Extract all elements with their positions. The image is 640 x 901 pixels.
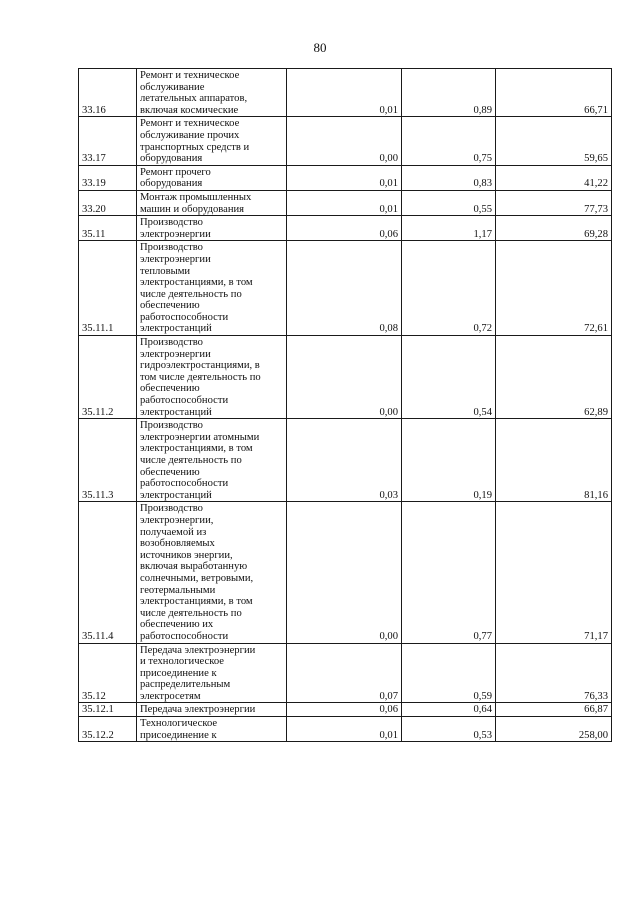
row-code: 33.16 — [79, 69, 137, 117]
row-name-text: Технологическое присоединение к — [140, 718, 218, 741]
row-value-1: 0,00 — [287, 336, 402, 419]
row-value-3: 62,89 — [496, 336, 612, 419]
data-table — [78, 68, 612, 742]
table-row — [79, 643, 612, 703]
row-value-3: 71,17 — [496, 502, 612, 643]
row-value-2: 0,77 — [402, 502, 496, 643]
row-value-2: 0,89 — [402, 69, 496, 117]
row-value-1: 0,00 — [287, 117, 402, 165]
row-name-text: Производство электроэнергии гидроэлектростанциями, в том числе деятельность по обеспечению работоспособности электростанций — [140, 337, 261, 418]
row-value-3: 66,87 — [496, 703, 612, 717]
row-value-1: 0,06 — [287, 703, 402, 717]
row-code: 35.11.1 — [79, 241, 137, 336]
row-name — [137, 419, 287, 502]
row-value-2: 0,54 — [402, 336, 496, 419]
row-value-2: 0,83 — [402, 165, 496, 190]
row-value-2: 0,64 — [402, 703, 496, 717]
row-value-3: 76,33 — [496, 643, 612, 703]
row-name — [137, 643, 287, 703]
row-value-1: 0,08 — [287, 241, 402, 336]
table-row — [79, 241, 612, 336]
row-value-2: 0,75 — [402, 117, 496, 165]
table-row — [79, 216, 612, 241]
row-value-3: 258,00 — [496, 717, 612, 742]
row-name — [137, 165, 287, 190]
table-row — [79, 69, 612, 117]
table-row — [79, 419, 612, 502]
table-row — [79, 165, 612, 190]
row-value-2: 0,53 — [402, 717, 496, 742]
row-value-1: 0,01 — [287, 165, 402, 190]
row-value-1: 0,01 — [287, 190, 402, 215]
row-name — [137, 717, 287, 742]
row-code: 35.11.4 — [79, 502, 137, 643]
row-value-1: 0,00 — [287, 502, 402, 643]
row-name — [137, 117, 287, 165]
row-code: 35.11 — [79, 216, 137, 241]
row-value-1: 0,07 — [287, 643, 402, 703]
row-value-2: 0,19 — [402, 419, 496, 502]
row-name-text: Производство электроэнергии тепловыми электростанциями, в том числе деятельность по обеспечению работоспособности электростанций — [140, 242, 253, 335]
row-value-3: 41,22 — [496, 165, 612, 190]
row-code: 35.12.1 — [79, 703, 137, 717]
row-value-3: 69,28 — [496, 216, 612, 241]
table-row — [79, 117, 612, 165]
row-value-1: 0,06 — [287, 216, 402, 241]
row-name — [137, 216, 287, 241]
row-value-3: 59,65 — [496, 117, 612, 165]
row-value-2: 0,72 — [402, 241, 496, 336]
row-name-text: Ремонт прочего оборудования — [140, 166, 211, 190]
row-name-text: Производство электроэнергии атомными электростанциями, в том числе деятельность по обеспечению работоспособности электростанций — [140, 420, 260, 501]
row-value-3: 81,16 — [496, 419, 612, 502]
row-value-1: 0,03 — [287, 419, 402, 502]
row-code: 35.12.2 — [79, 717, 137, 742]
row-name-text: Производство электроэнергии — [140, 217, 211, 240]
row-code: 33.20 — [79, 190, 137, 215]
table-row — [79, 336, 612, 419]
row-code: 35.11.3 — [79, 419, 137, 502]
row-name — [137, 703, 287, 717]
table-row — [79, 703, 612, 717]
row-value-2: 0,55 — [402, 190, 496, 215]
row-code: 35.11.2 — [79, 336, 137, 419]
row-code: 33.17 — [79, 117, 137, 165]
table-row — [79, 502, 612, 643]
row-code: 33.19 — [79, 165, 137, 190]
row-value-3: 66,71 — [496, 69, 612, 117]
row-value-1: 0,01 — [287, 69, 402, 117]
row-value-2: 0,59 — [402, 643, 496, 703]
row-value-1: 0,01 — [287, 717, 402, 742]
row-name-text: Производство электроэнергии, получаемой из возобновляемых источников энергии, включая выработанную солнечными, ветровыми, геотермальными электростанциями, в том числе деятельность по обеспечению их работоспособности — [140, 503, 254, 642]
row-code: 35.12 — [79, 643, 137, 703]
row-value-3: 77,73 — [496, 190, 612, 215]
row-name — [137, 190, 287, 215]
row-name-text: Передача электроэнергии — [140, 704, 256, 716]
row-name-text: Передача электроэнергии и технологическое присоединение к распределительным электросетям — [140, 644, 256, 702]
row-name-text: Ремонт и техническое обслуживание прочих транспортных средств и оборудования — [140, 118, 250, 165]
row-name — [137, 241, 287, 336]
row-name — [137, 69, 287, 117]
table-row — [79, 190, 612, 215]
row-name — [137, 502, 287, 643]
row-name — [137, 336, 287, 419]
row-value-2: 1,17 — [402, 216, 496, 241]
row-name-text: Монтаж промышленных машин и оборудования — [140, 191, 252, 215]
row-name-text: Ремонт и техническое обслуживание летательных аппаратов, включая космические — [140, 70, 248, 116]
page-number: 80 — [313, 40, 327, 55]
table-row — [79, 717, 612, 742]
row-value-3: 72,61 — [496, 241, 612, 336]
